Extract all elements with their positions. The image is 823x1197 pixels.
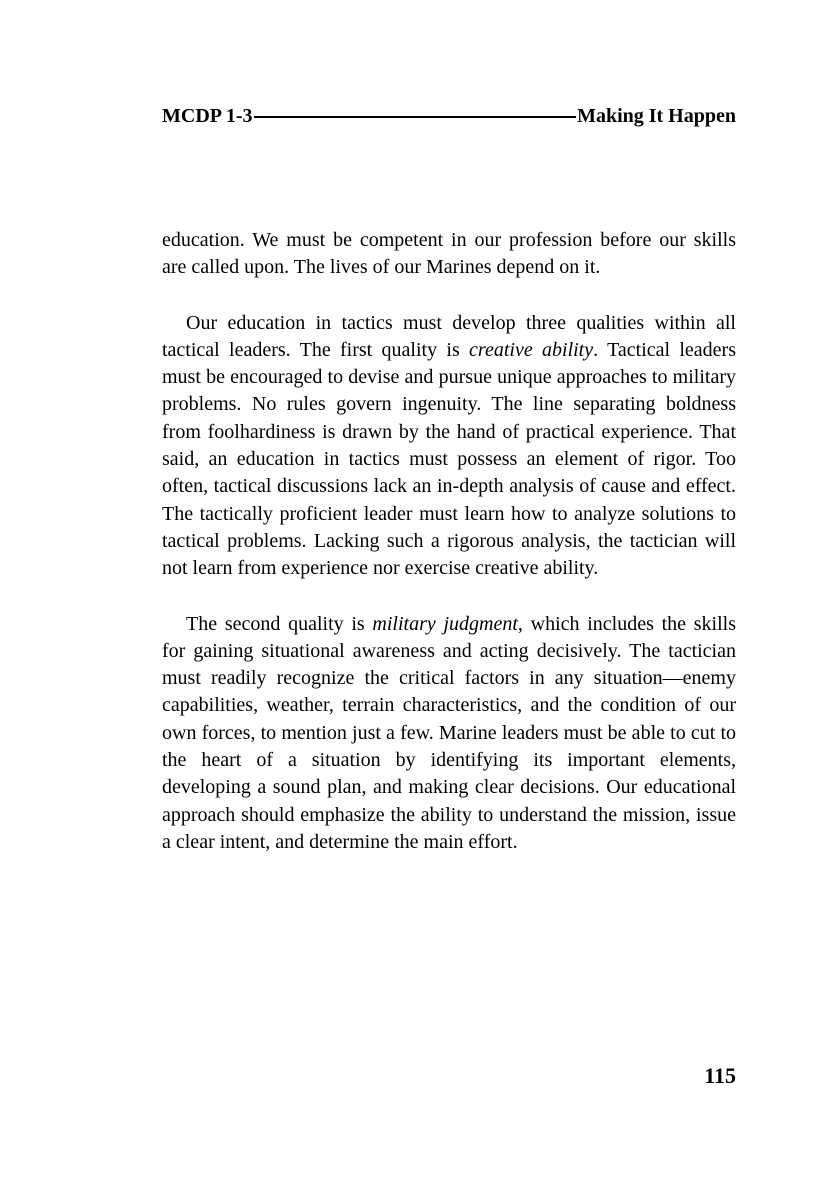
paragraph-text: Our education in tactics must develop three qualities within all tactical leaders. The first quality is [162, 311, 736, 361]
body-text [162, 227, 736, 884]
page-number: 115 [704, 1063, 736, 1088]
paragraph-text: The second quality is [186, 612, 373, 635]
header-publication-id: MCDP 1-3 [162, 105, 253, 127]
header-rule [254, 116, 577, 118]
emphasis-term: creative ability [469, 338, 594, 361]
running-header [162, 104, 736, 128]
header-chapter-title: Making It Happen [577, 105, 736, 127]
emphasis-term: military judgment [372, 612, 518, 635]
paragraph-creative-ability [162, 310, 736, 583]
paragraph-continuation: education. We must be competent in our profession before our skills are called upon. The lives of our Marines depend on it. [162, 229, 736, 279]
paragraph-military-judgment [162, 611, 736, 857]
paragraph-text: . Tactical leaders must be encouraged to devise and pursue unique approaches to military problems. No rules govern ingenuity. The line separating boldness from foolhardiness is drawn by the hand of practical experience. That said, an education in tactics must possess an element of rigor. Too often, tactical discussions lack an in-depth analysis of cause and effect. The tactically proficient leader must learn how to analyze solutions to tactical problems. Lacking such a rigorous analysis, the tactician will not learn from experience nor exercise creative ability. [162, 338, 737, 580]
paragraph-text: , which includes the skills for gaining situational awareness and acting decisively. The tactician must readily recognize the critical factors in any situation—enemy capabilities, weather, terrain characteristics, and the condition of our own forces, to mention just a few. Marine leaders must be able to cut to the heart of a situation by identifying its important elements, developing a sound plan, and making clear decisions. Our educational approach should emphasize the ability to understand the mission, issue a clear intent, and determine the main effort. [162, 612, 737, 853]
